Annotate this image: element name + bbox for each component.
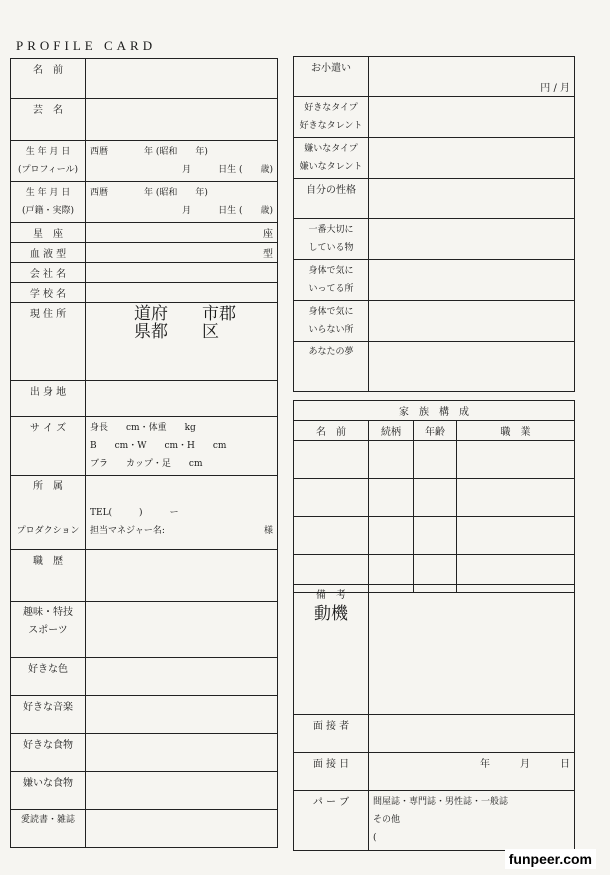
label-birth-profile-2: (プロフィール) xyxy=(17,165,79,175)
field-career[interactable] xyxy=(86,550,278,602)
pub-line-2: その他 xyxy=(373,815,401,825)
body-like-2: いってる所 xyxy=(308,284,354,294)
label-birth-registry-1: 生 年 月 日 xyxy=(25,188,71,198)
page-title: PROFILE CARD xyxy=(16,38,157,53)
field-fav-food[interactable] xyxy=(86,734,278,772)
birth-profile-line2: 月 日生 ( 歳) xyxy=(182,165,273,175)
production-label: プロダクション xyxy=(16,526,80,536)
label-body-dislike xyxy=(294,301,369,342)
watermark: funpeer.com xyxy=(505,849,596,869)
label-interviewer: 面 接 者 xyxy=(294,715,369,753)
manager-line xyxy=(90,522,273,540)
field-birth-profile[interactable] xyxy=(86,141,278,182)
pub-line-3: ( xyxy=(373,833,377,843)
label-body-like xyxy=(294,260,369,301)
body-like-1: 身体で気に xyxy=(308,266,354,276)
family-cell[interactable] xyxy=(457,479,575,517)
label-birth-registry-2: (戸籍・実際) xyxy=(21,206,75,216)
label-size: サ イ ズ xyxy=(11,417,86,476)
label-blood: 血 液 型 xyxy=(11,243,86,263)
likes-type-2: 好きなタレント xyxy=(299,121,363,131)
birth-registry-line1: 西暦 年 (昭和 年) xyxy=(90,188,208,198)
treasure-1: 一番大切に xyxy=(308,225,354,235)
likes-type-1: 好きなタイプ xyxy=(304,103,358,113)
manager-suffix: 様 xyxy=(263,526,273,536)
field-affiliation[interactable] xyxy=(86,476,278,550)
field-allowance[interactable]: 円 / 月 xyxy=(369,57,575,97)
label-birth-profile xyxy=(11,141,86,182)
treasure-2: している物 xyxy=(308,243,354,253)
label-personality: 自分の性格 xyxy=(294,179,369,219)
field-company[interactable] xyxy=(86,263,278,283)
label-birthplace: 出 身 地 xyxy=(11,381,86,417)
family-cell[interactable] xyxy=(369,517,414,555)
field-pub[interactable] xyxy=(369,791,575,851)
field-fav-music[interactable] xyxy=(86,696,278,734)
field-treasure[interactable] xyxy=(369,219,575,260)
field-address[interactable] xyxy=(86,303,278,381)
pub-line-1: 間屋誌・専門誌・男性誌・一般誌 xyxy=(373,797,509,807)
field-birthplace[interactable] xyxy=(86,381,278,417)
field-body-dislike[interactable] xyxy=(369,301,575,342)
size-line-3: ブラ カップ・足 cm xyxy=(90,459,203,469)
field-remarks[interactable] xyxy=(369,585,575,715)
label-interview-date: 面 接 日 xyxy=(294,753,369,791)
family-header-job: 職 業 xyxy=(457,421,575,441)
body-dislike-1: 身体で気に xyxy=(308,307,354,317)
family-cell[interactable] xyxy=(414,441,457,479)
field-dislikes-type[interactable] xyxy=(369,138,575,179)
field-blood[interactable]: 型 xyxy=(86,243,278,263)
profile-left-table xyxy=(10,58,278,848)
field-school[interactable] xyxy=(86,283,278,303)
field-dream[interactable] xyxy=(369,342,575,392)
label-dream: あなたの夢 xyxy=(294,342,369,392)
hobby-label-1: 趣味・特技 xyxy=(23,607,73,618)
field-likes-type[interactable] xyxy=(369,97,575,138)
dislikes-type-1: 嫌いなタイプ xyxy=(304,144,358,154)
field-personality[interactable] xyxy=(369,179,575,219)
birth-registry-line2: 月 日生 ( 歳) xyxy=(182,206,273,216)
family-cell[interactable] xyxy=(457,517,575,555)
family-cell[interactable] xyxy=(294,479,369,517)
birth-profile-line1: 西暦 年 (昭和 年) xyxy=(90,147,208,157)
label-reading: 愛読書・雑誌 xyxy=(11,810,86,848)
field-interview-date[interactable]: 年 月 日 xyxy=(369,753,575,791)
manager-label: 担当マネジャー名: xyxy=(90,526,165,536)
label-fav-music: 好きな音楽 xyxy=(11,696,86,734)
field-size[interactable] xyxy=(86,417,278,476)
size-line-1: 身長 cm・体重 kg xyxy=(90,423,196,433)
family-cell[interactable] xyxy=(294,517,369,555)
field-hobby[interactable] xyxy=(86,602,278,658)
family-header-name: 名 前 xyxy=(294,421,369,441)
size-line-2: B cm・W cm・H cm xyxy=(90,441,227,451)
field-stage-name[interactable] xyxy=(86,99,278,141)
label-allowance: お小遣い xyxy=(294,57,369,97)
field-birth-registry[interactable] xyxy=(86,182,278,223)
address-hand-2: 県都 区 xyxy=(134,322,219,342)
family-header-relation: 続柄 xyxy=(369,421,414,441)
label-career: 職 歴 xyxy=(11,550,86,602)
tel-line: TEL( ) ー xyxy=(90,508,179,518)
label-pub: パ ー ブ xyxy=(294,791,369,851)
family-title: 家 族 構 成 xyxy=(294,401,575,421)
label-company: 会 社 名 xyxy=(11,263,86,283)
label-school: 学 校 名 xyxy=(11,283,86,303)
field-body-like[interactable] xyxy=(369,260,575,301)
body-dislike-2: いらない所 xyxy=(308,325,354,335)
label-treasure xyxy=(294,219,369,260)
label-birth-profile-1: 生 年 月 日 xyxy=(25,147,71,157)
family-cell[interactable] xyxy=(457,441,575,479)
dislikes-type-2: 嫌いなタレント xyxy=(299,162,363,172)
label-stage-name: 芸 名 xyxy=(11,99,86,141)
label-hobby xyxy=(11,602,86,658)
field-fav-color[interactable] xyxy=(86,658,278,696)
label-affiliation xyxy=(11,476,86,550)
label-zodiac: 星 座 xyxy=(11,223,86,243)
remarks-table xyxy=(293,584,575,851)
field-reading[interactable] xyxy=(86,810,278,848)
label-fav-food: 好きな食物 xyxy=(11,734,86,772)
label-birth-registry xyxy=(11,182,86,223)
label-dislike-food: 嫌いな食物 xyxy=(11,772,86,810)
label-dislikes-type xyxy=(294,138,369,179)
family-cell[interactable] xyxy=(369,441,414,479)
field-name[interactable] xyxy=(86,59,278,99)
label-address: 現 住 所 xyxy=(11,303,86,381)
family-cell[interactable] xyxy=(414,479,457,517)
remarks-label: 備 考 xyxy=(316,590,346,601)
family-cell[interactable] xyxy=(414,517,457,555)
remarks-hand: 動機 xyxy=(314,604,348,624)
label-fav-color: 好きな色 xyxy=(11,658,86,696)
profile-right-table xyxy=(293,56,575,392)
field-dislike-food[interactable] xyxy=(86,772,278,810)
hobby-label-2: スポーツ xyxy=(28,625,68,636)
label-name: 名 前 xyxy=(11,59,86,99)
field-interviewer[interactable] xyxy=(369,715,575,753)
family-table xyxy=(293,400,575,593)
family-cell[interactable] xyxy=(294,441,369,479)
affiliation-label: 所 属 xyxy=(33,481,63,492)
family-header-age: 年齢 xyxy=(414,421,457,441)
label-likes-type xyxy=(294,97,369,138)
family-cell[interactable] xyxy=(369,479,414,517)
field-zodiac[interactable]: 座 xyxy=(86,223,278,243)
label-remarks xyxy=(294,585,369,715)
address-hand-1: 道府 市郡 xyxy=(134,304,236,324)
